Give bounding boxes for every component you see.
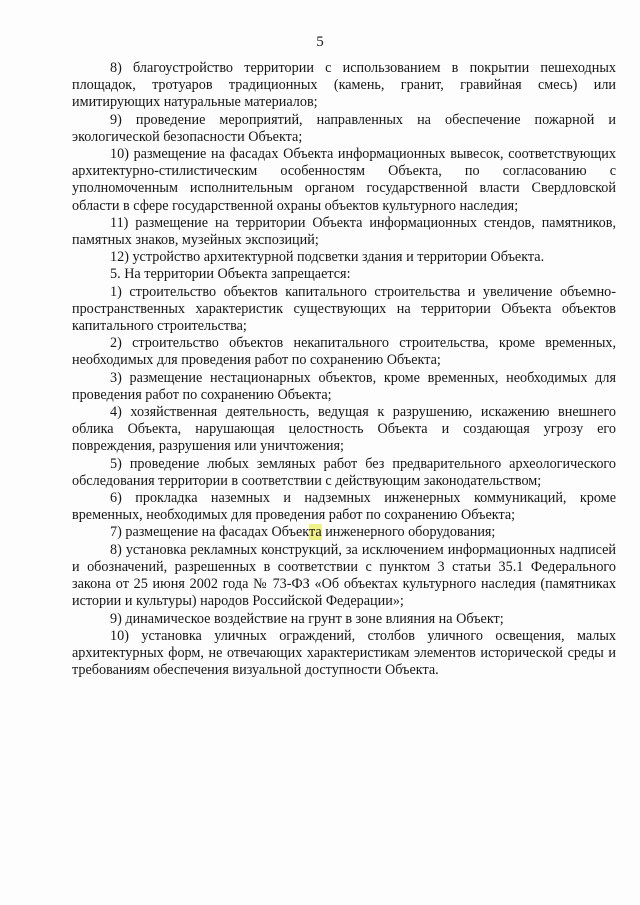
prohibited-item-10: 10) установка уличных ограждений, столбов уличного освещения, малых архитектурных форм, не отвечающих характеристикам элементов исторической среды и требованиям обеспечения визуальной доступности Объекта.: [72, 627, 616, 679]
prohibited-item-4: 4) хозяйственная деятельность, ведущая к разрушению, искажению внешнего облика Объекта, нарушающая целостность Объекта и создающая угрозу его повреждения, разрушения или уничтожения;: [72, 404, 616, 455]
prohibited-item-7-tail: инженерного оборудования;: [321, 524, 496, 541]
paragraph-item-8: 8) благоустройство территории с использованием в покрытии пешеходных площадок, тротуаров традиционных (камень, гранит, гравийная смесь) или имитирующих натуральные материалов;: [72, 60, 616, 111]
prohibited-item-1: 1) строительство объектов капитального строительства и увеличение объемно-пространственных характеристик существующих на территории Объекта объектов капитального строительства;: [72, 283, 616, 335]
document-body: [72, 60, 616, 679]
paragraph-item-12: 12) устройство архитектурной подсветки здания и территории Объекта.: [110, 249, 545, 266]
highlighted-text: та: [309, 524, 322, 541]
prohibited-item-2: 2) строительство объектов некапитального строительства, кроме временных, необходимых для проведения работ по сохранению Объекта;: [72, 335, 616, 369]
paragraph-item-10: 10) размещение на фасадах Объекта информационных вывесок, соответствующих архитектурно-стилистическим особенностям Объекта, по согласованию с уполномоченным исполнительным органом государственной власти Свердловской области в сфере государственной охраны объектов культурного наследия;: [72, 146, 616, 214]
paragraph-item-9: 9) проведение мероприятий, направленных на обеспечение пожарной и экологической безопасности Объекта;: [72, 111, 616, 145]
prohibited-item-8: 8) установка рекламных конструкций, за исключением информационных надписей и обозначений, разрешенных в соответствии с пунктом 3 статьи 35.1 Федерального закона от 25 июня 2002 года № 73-ФЗ «Об объектах культурного наследия (памятниках истории и культуры) народов Российской Федерации»;: [72, 541, 616, 610]
prohibited-item-7-text: 7) размещение на фасадах Объек: [110, 524, 309, 541]
prohibited-item-7: [72, 524, 616, 541]
section-heading-prohibited: 5. На территории Объекта запрещается:: [110, 266, 351, 283]
prohibited-item-6: 6) прокладка наземных и надземных инженерных коммуникаций, кроме временных, необходимых для проведения работ по сохранению Объекта;: [72, 490, 616, 524]
prohibited-item-9: 9) динамическое воздействие на грунт в зоне влияния на Объект;: [110, 610, 504, 627]
page-number: 5: [316, 34, 324, 50]
prohibited-item-3: 3) размещение нестационарных объектов, кроме временных, необходимых для проведения работ по сохранению Объекта;: [72, 369, 616, 403]
paragraph-item-11: 11) размещение на территории Объекта информационных стендов, памятников, памятных знаков, музейных экспозиций;: [72, 214, 616, 249]
prohibited-item-5: 5) проведение любых земляных работ без предварительного археологического обследования территории в соответствии с действующим законодательством;: [72, 455, 616, 489]
